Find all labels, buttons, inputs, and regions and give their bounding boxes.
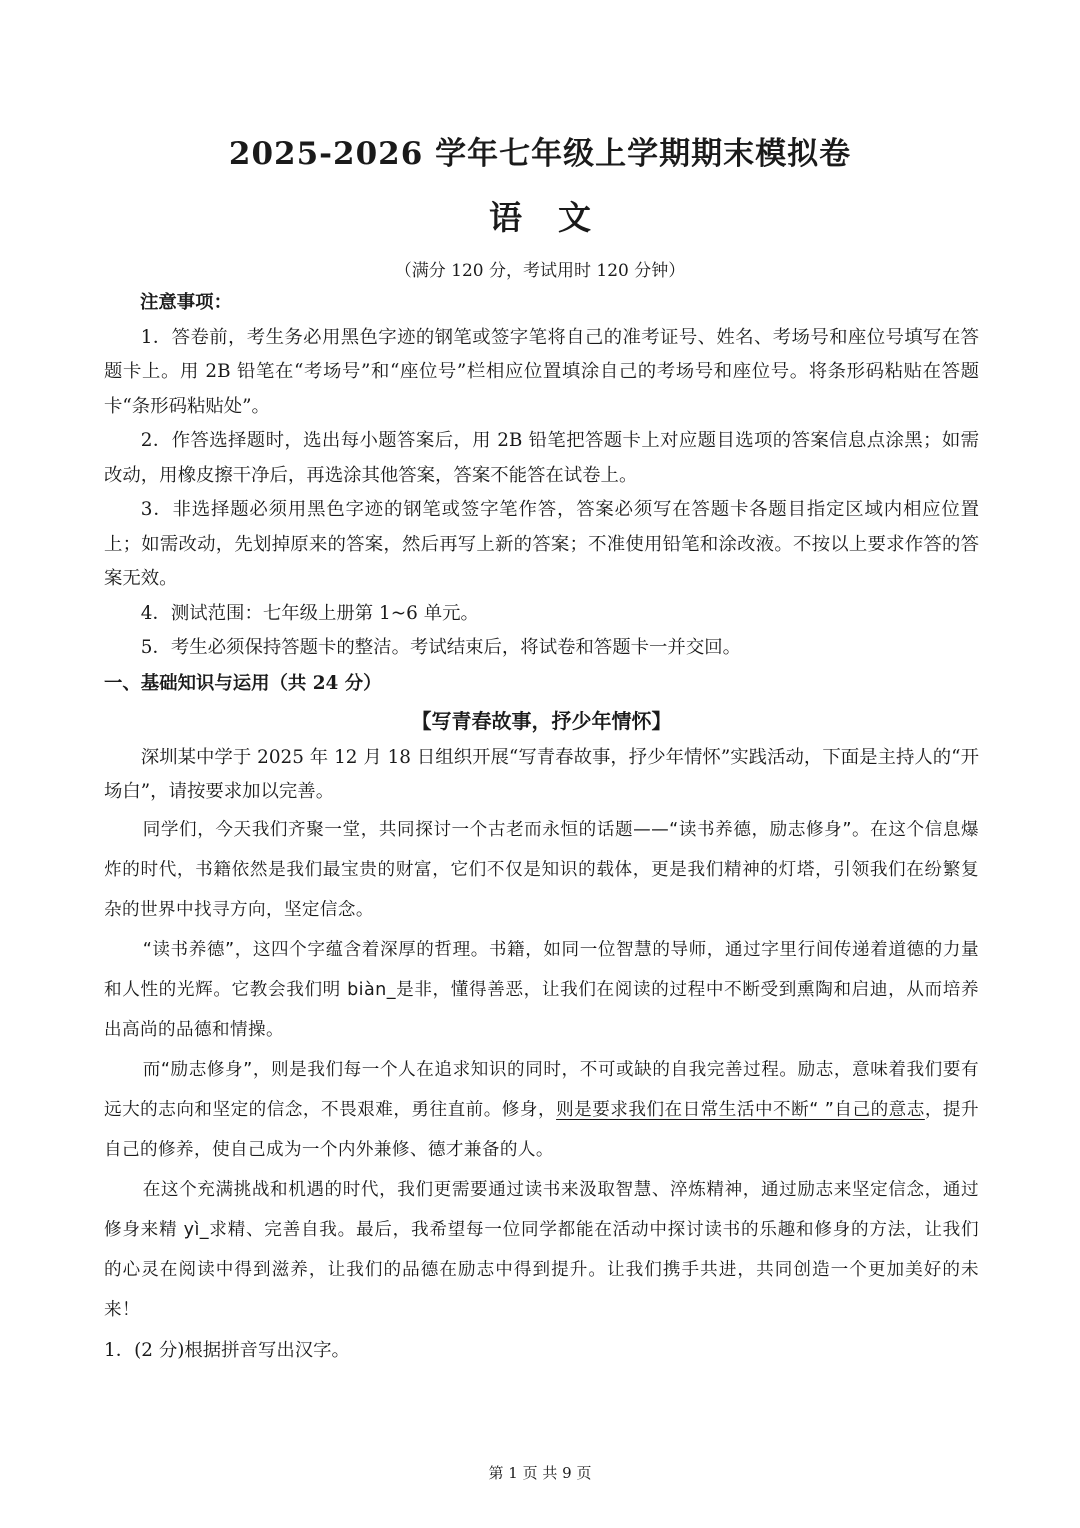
notice-item: 3．非选择题必须用黑色字迹的钢笔或签字笔作答，答案必须写在答题卡各题目指定区域内相应位置上；如需改动，先划掉原来的答案，然后再写上新的答案；不准使用铅笔和涂改液。不按以上要求作答的答案无效。 xyxy=(104,499,979,589)
event-title: 【写青春故事，抒少年情怀】 xyxy=(411,709,672,733)
notice-heading: 注意事项： xyxy=(140,292,232,313)
question-1: 1．(2 分)根据拼音写出汉字。 xyxy=(104,1339,350,1361)
exam-meta: （满分 120 分，考试用时 120 分钟） xyxy=(394,261,686,281)
section-intro: 深圳某中学于 2025 年 12 月 18 日组织开展“写青春故事，抒少年情怀”实践活动，下面是主持人的“开场白”，请按要求加以完善。 xyxy=(104,746,979,802)
subject-title xyxy=(0,192,1080,239)
exam-title: 2025-2026 学年七年级上学期期末模拟卷 xyxy=(228,136,852,172)
subject-char-1: 语 xyxy=(489,198,522,237)
notice-item: 1．答卷前，考生务必用黑色字迹的钢笔或签字笔将自己的准考证号、姓名、考场号和座位号填写在答题卡上。用 2B 铅笔在“考场号”和“座位号”栏相应位置填涂自己的考场号和座位号。将条形码粘贴在答题卡“条形码粘贴处”。 xyxy=(104,326,979,417)
underlined-sentence: 则是要求我们在日常生活中不断“ ”自己的意志 xyxy=(556,1099,925,1120)
speech-paragraph: “读书养德”，这四个字蕴含着深厚的哲理。书籍，如同一位智慧的导师，通过字里行间传递着道德的力量和人性的光辉。它教会我们明 biàn_是非，懂得善恶，让我们在阅读的过程中不断受到熏陶和启迪，从而培养出高尚的品德和情操。 xyxy=(104,939,979,1040)
opening-speech xyxy=(104,810,979,1330)
notice-item: 2．作答选择题时，选出每小题答案后，用 2B 铅笔把答题卡上对应题目选项的答案信息点涂黑；如需改动，用橡皮擦干净后，再选涂其他答案，答案不能答在试卷上。 xyxy=(104,430,979,486)
speech-text: ，提升自己的修养，使自己成为一个内外兼修、德才兼备的人。 xyxy=(104,1099,979,1160)
notice-item: 4．测试范围：七年级上册第 1~6 单元。 xyxy=(140,602,479,624)
notice-item: 5．考生必须保持答题卡的整洁。考试结束后，将试卷和答题卡一并交回。 xyxy=(140,637,741,658)
speech-paragraph xyxy=(104,1050,979,1170)
exam-body xyxy=(104,286,979,1368)
page-footer: 第 1 页 共 9 页 xyxy=(488,1464,592,1482)
subject-char-2: 文 xyxy=(558,198,591,237)
speech-text: 而“励志修身”，则是我们每一个人在追求知识的同时，不可或缺的自我完善过程。励志，意味着我们要有远大的志向和坚定的信念，不畏艰难，勇往直前。修身， xyxy=(104,1059,979,1120)
section-heading: 一、基础知识与运用（共 24 分） xyxy=(104,672,382,694)
speech-paragraph: 在这个充满挑战和机遇的时代，我们更需要通过读书来汲取智慧、淬炼精神，通过励志来坚定信念，通过修身来精 yì_求精、完善自我。最后，我希望每一位同学都能在活动中探讨读书的乐趣和修身的方法，让我们的心灵在阅读中得到滋养，让我们的品德在励志中得到提升。让我们携手共进，共同创造一个更加美好的未来！ xyxy=(104,1179,979,1320)
speech-paragraph: 同学们，今天我们齐聚一堂，共同探讨一个古老而永恒的话题——“读书养德，励志修身”。在这个信息爆炸的时代，书籍依然是我们最宝贵的财富，它们不仅是知识的载体，更是我们精神的灯塔，引领我们在纷繁复杂的世界中找寻方向，坚定信念。 xyxy=(104,819,979,920)
